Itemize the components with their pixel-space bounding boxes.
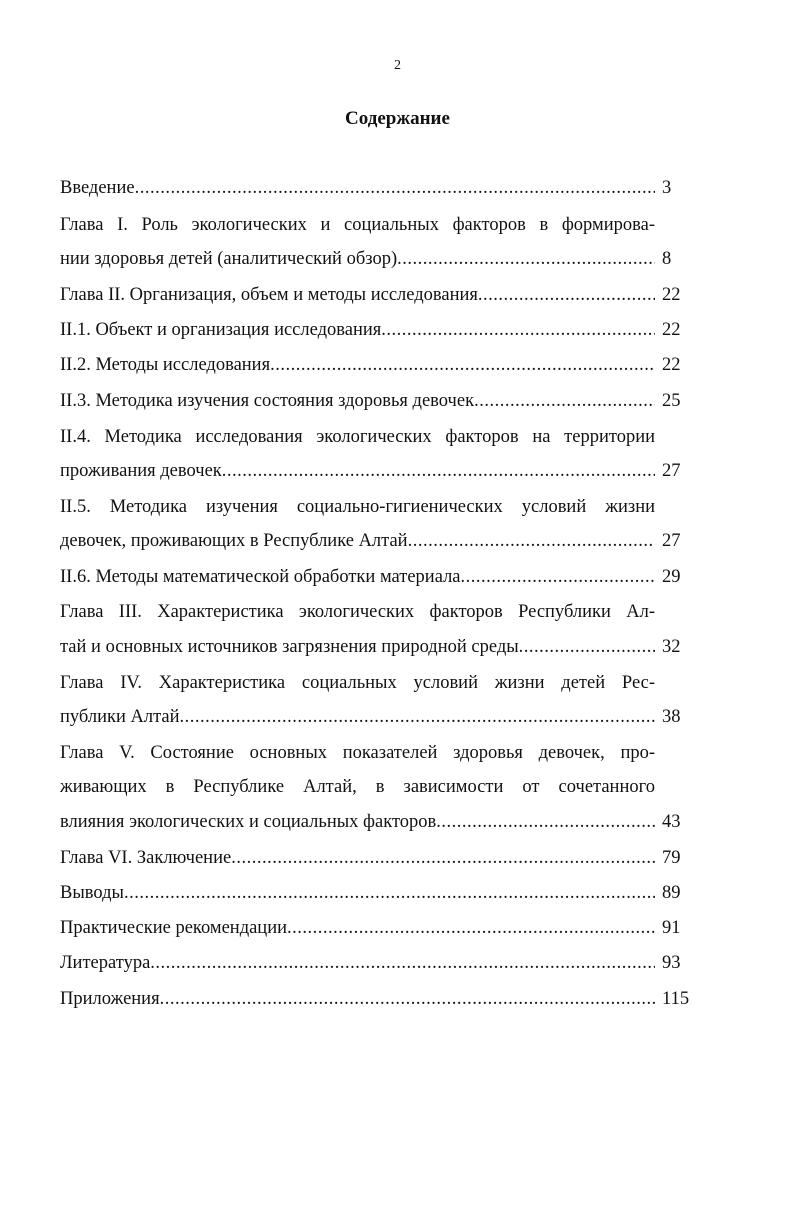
dot-leader bbox=[436, 809, 655, 835]
toc-page-number: 22 bbox=[662, 285, 681, 305]
toc-entry-text: Глава II. Организация, объем и методы исследования bbox=[60, 285, 478, 305]
toc-entry-text: Введение bbox=[60, 178, 135, 198]
toc-entry-line bbox=[60, 845, 655, 871]
toc-page-number: 89 bbox=[662, 883, 681, 903]
toc-entry-line bbox=[60, 246, 655, 272]
dot-leader bbox=[231, 845, 655, 871]
toc-entry-text: Приложения bbox=[60, 989, 160, 1009]
toc-page-number: 25 bbox=[662, 391, 681, 411]
toc-entry-line bbox=[60, 950, 655, 976]
dot-leader bbox=[222, 458, 655, 484]
toc-entry-text: тай и основных источников загрязнения природной среды bbox=[60, 637, 519, 657]
dot-leader bbox=[160, 986, 655, 1012]
toc-entry-line bbox=[60, 634, 655, 660]
toc-entry-text: II.3. Методика изучения состояния здоровья девочек bbox=[60, 391, 475, 411]
toc-page-number: 27 bbox=[662, 531, 681, 551]
toc-entry-text: Практические рекомендации bbox=[60, 918, 288, 938]
dot-leader bbox=[397, 246, 655, 272]
toc-entry-line bbox=[60, 704, 655, 730]
toc-entry-text: II.2. Методы исследования bbox=[60, 355, 271, 375]
toc-entry-text: публики Алтай bbox=[60, 707, 180, 727]
dot-leader bbox=[408, 528, 655, 554]
toc-page-number: 22 bbox=[662, 355, 681, 375]
toc-entry-line bbox=[60, 986, 655, 1012]
toc-entry-line bbox=[60, 915, 655, 941]
toc-entry-text: девочек, проживающих в Республике Алтай bbox=[60, 531, 408, 551]
toc-page-number: 93 bbox=[662, 953, 681, 973]
toc-entry-line: живающих в Республике Алтай, в зависимости от сочетанного bbox=[60, 777, 655, 797]
toc-entry-line bbox=[60, 175, 655, 201]
dot-leader bbox=[135, 175, 655, 201]
dot-leader bbox=[287, 915, 655, 941]
toc-entry-text: II.6. Методы математической обработки материала bbox=[60, 567, 461, 587]
toc-page-number: 29 bbox=[662, 567, 681, 587]
toc-entry-line bbox=[60, 458, 655, 484]
toc-page-number: 3 bbox=[662, 178, 672, 198]
toc-entry-line bbox=[60, 317, 655, 343]
toc-page-number: 79 bbox=[662, 848, 681, 868]
dot-leader bbox=[461, 564, 655, 590]
dot-leader bbox=[381, 317, 655, 343]
toc-entry-line bbox=[60, 352, 655, 378]
toc-page-number: 91 bbox=[662, 918, 681, 938]
toc-entry-line: Глава I. Роль экологических и социальных факторов в формирова- bbox=[60, 215, 655, 235]
dot-leader bbox=[150, 950, 655, 976]
toc-entry-line: II.5. Методика изучения социально-гигиенических условий жизни bbox=[60, 497, 655, 517]
toc-page-number: 22 bbox=[662, 320, 681, 340]
dot-leader bbox=[270, 352, 655, 378]
toc-entry-text: Литература bbox=[60, 953, 151, 973]
toc-page-number: 115 bbox=[662, 989, 690, 1009]
toc-entry-text: проживания девочек bbox=[60, 461, 222, 481]
toc-entry-line: Глава IV. Характеристика социальных условий жизни детей Рес- bbox=[60, 673, 655, 693]
page-number: 2 bbox=[394, 58, 401, 73]
dot-leader bbox=[519, 634, 655, 660]
toc-entry-text: влияния экологических и социальных факторов bbox=[60, 812, 437, 832]
toc-entry-line bbox=[60, 880, 655, 906]
toc-entry-text: II.1. Объект и организация исследования bbox=[60, 320, 382, 340]
dot-leader bbox=[180, 704, 655, 730]
toc-page-number: 27 bbox=[662, 461, 681, 481]
toc-entry-text: Глава VI. Заключение bbox=[60, 848, 232, 868]
toc-entry-line bbox=[60, 282, 655, 308]
toc-entry-line: Глава III. Характеристика экологических факторов Республики Ал- bbox=[60, 602, 655, 622]
toc-entry-text: Выводы bbox=[60, 883, 124, 903]
page-title: Содержание bbox=[345, 108, 450, 129]
toc-entry-line bbox=[60, 388, 655, 414]
toc-entry-text: нии здоровья детей (аналитический обзор) bbox=[60, 249, 398, 269]
toc-page-number: 8 bbox=[662, 249, 672, 269]
toc-entry-line bbox=[60, 528, 655, 554]
dot-leader bbox=[478, 282, 655, 308]
toc-entry-line bbox=[60, 809, 655, 835]
dot-leader bbox=[474, 388, 655, 414]
toc-page-number: 43 bbox=[662, 812, 681, 832]
toc-entry-line bbox=[60, 564, 655, 590]
dot-leader bbox=[124, 880, 655, 906]
toc-entry-line: II.4. Методика исследования экологических факторов на территории bbox=[60, 427, 655, 447]
toc-page-number: 38 bbox=[662, 707, 681, 727]
toc-entry-line: Глава V. Состояние основных показателей здоровья девочек, про- bbox=[60, 743, 655, 763]
toc-page-number: 32 bbox=[662, 637, 681, 657]
